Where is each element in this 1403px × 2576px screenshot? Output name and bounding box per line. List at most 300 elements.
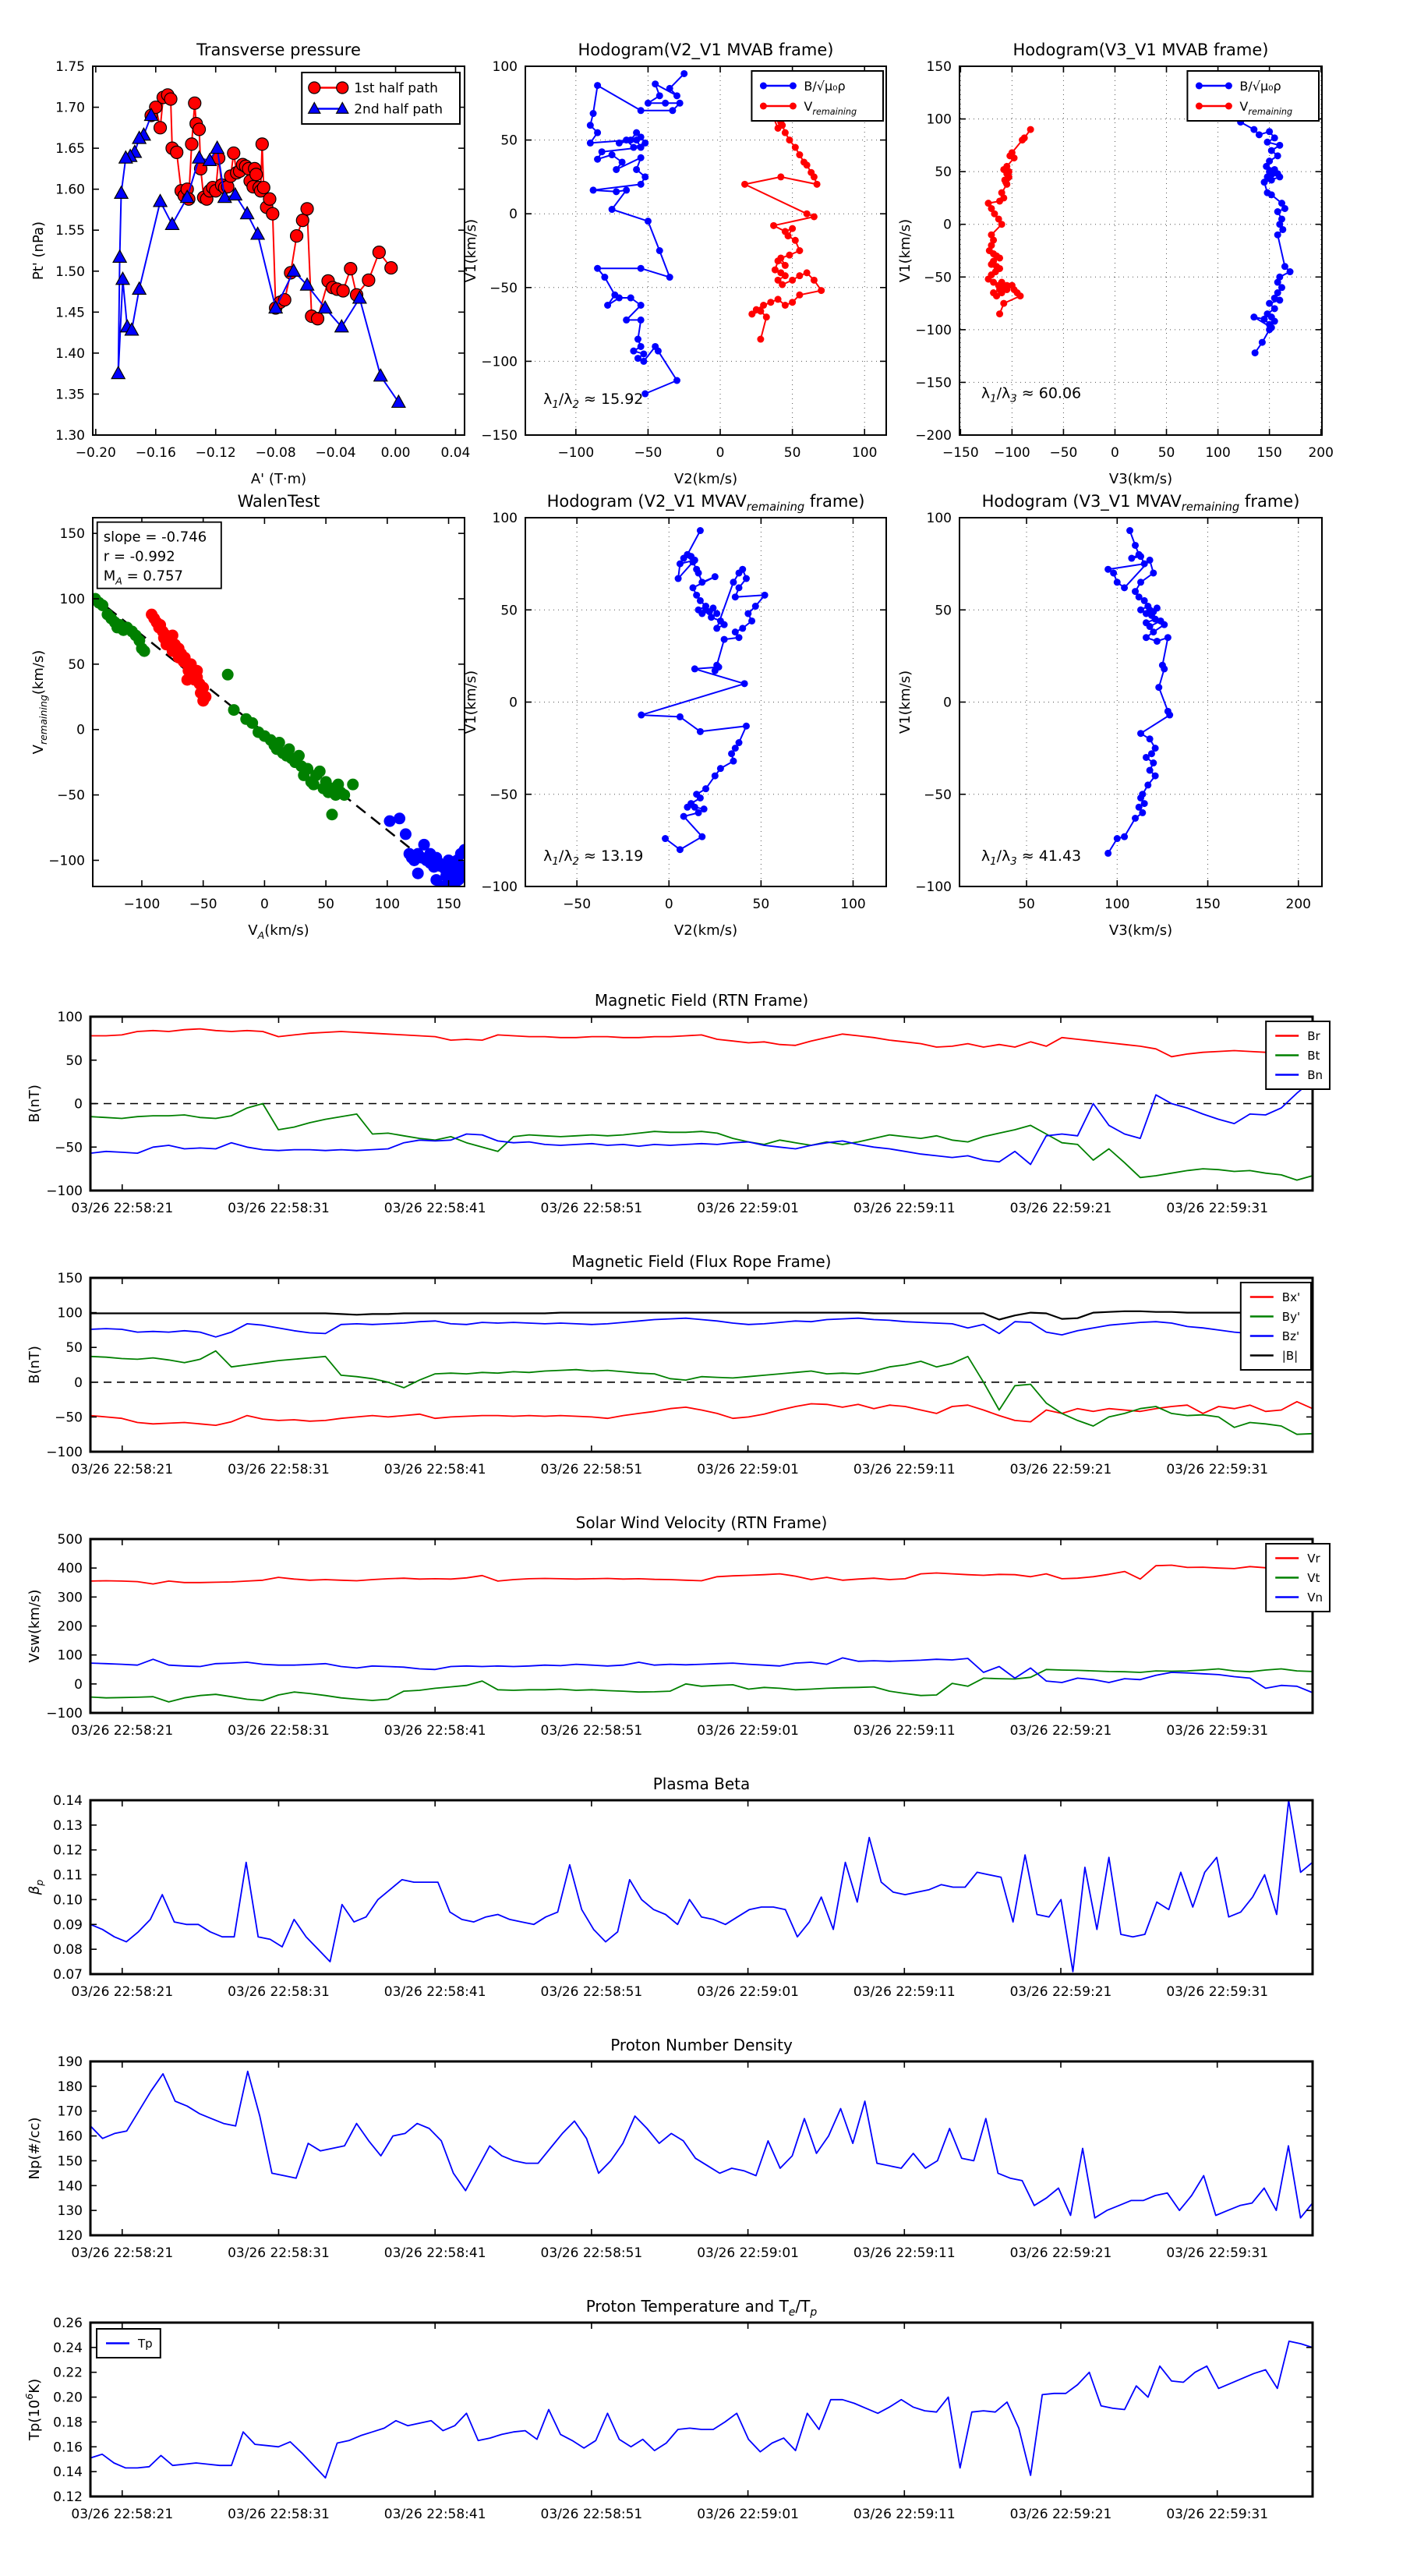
proton-temperature-xtick-label: 03/26 22:58:51 bbox=[540, 2507, 643, 2522]
hodogram-v2v1-mvab-marker bbox=[804, 211, 811, 218]
hodogram-v2v1-mvab-marker bbox=[627, 295, 634, 302]
plasma-beta-ytick-label: 0.11 bbox=[53, 1867, 83, 1884]
proton-number-density-ytick-label: 180 bbox=[57, 2079, 83, 2095]
hodogram-v2v1-mvav-marker bbox=[662, 835, 669, 842]
transverse-pressure-marker bbox=[113, 250, 126, 262]
proton-number-density-xtick-label: 03/26 22:58:21 bbox=[71, 2245, 174, 2261]
magnetic-field-rtn-ytick-label: −100 bbox=[46, 1184, 83, 1199]
hodogram-v3v1-mvab-marker bbox=[1268, 191, 1275, 198]
magnetic-field-flux-rope-frame bbox=[90, 1278, 1313, 1452]
hodogram-v2v1-mvav-marker bbox=[689, 584, 696, 591]
transverse-pressure-ytick-label: 1.45 bbox=[55, 305, 85, 321]
hodogram-v3v1-mvab-marker bbox=[998, 221, 1005, 228]
plasma-beta-ytick-label: 0.07 bbox=[53, 1967, 83, 1983]
hodogram-v3v1-mvav-marker bbox=[1147, 767, 1154, 774]
solar-wind-velocity-rtn-xtick-label: 03/26 22:58:31 bbox=[228, 1723, 330, 1739]
transverse-pressure-marker bbox=[241, 207, 254, 218]
hodogram-v2v1-mvav-xtick-label: −50 bbox=[563, 897, 592, 912]
transverse-pressure-marker bbox=[312, 313, 324, 325]
hodogram-v3v1-mvab-marker bbox=[1261, 316, 1268, 323]
hodogram-v2v1-mvav-ticks bbox=[525, 518, 886, 886]
transverse-pressure-legend-label: 1st half path bbox=[354, 80, 438, 97]
hodogram-v2v1-mvav-marker bbox=[677, 713, 684, 720]
hodogram-v2v1-mvab-marker bbox=[594, 129, 601, 136]
proton-temperature-legend-label: Tp bbox=[138, 2336, 153, 2351]
hodogram-v3v1-mvab-marker bbox=[1276, 297, 1283, 304]
hodogram-v2v1-mvab-marker bbox=[782, 129, 789, 136]
proton-temperature-ytick-label: 0.22 bbox=[53, 2365, 83, 2381]
magnetic-field-flux-rope-xtick-label: 03/26 22:58:41 bbox=[383, 1462, 486, 1477]
magnetic-field-rtn-legend-label: Bt bbox=[1307, 1048, 1320, 1063]
magnetic-field-rtn-xtick-label: 03/26 22:58:41 bbox=[383, 1201, 486, 1216]
hodogram-v3v1-mvav-marker bbox=[1144, 781, 1151, 788]
walen-test-markers-last-interval bbox=[383, 812, 470, 895]
magnetic-field-flux-rope-xtick-label: 03/26 22:59:21 bbox=[1009, 1462, 1112, 1477]
proton-number-density-ytick-label: 120 bbox=[57, 2228, 83, 2244]
transverse-pressure-marker bbox=[189, 97, 201, 109]
walen-test-xtick-label: 0 bbox=[260, 897, 269, 912]
hodogram-v3v1-mvab-marker bbox=[1011, 154, 1018, 161]
hodogram-v2v1-mvab-xtick-label: 100 bbox=[851, 445, 878, 461]
hodogram-v2v1-mvav-marker bbox=[739, 566, 746, 573]
hodogram-v2v1-mvav-marker bbox=[680, 813, 687, 820]
hodogram-v2v1-mvab-marker bbox=[741, 181, 748, 188]
hodogram-v2v1-mvab-marker bbox=[669, 107, 676, 114]
hodogram-v2v1-mvab-ytick-label: −150 bbox=[481, 428, 518, 444]
magnetic-field-rtn-xtick-label: 03/26 22:58:31 bbox=[228, 1201, 330, 1216]
hodogram-v2v1-mvab-marker bbox=[616, 140, 623, 147]
transverse-pressure-ytick-label: 1.75 bbox=[55, 59, 85, 75]
proton-temperature-ytick-label: 0.18 bbox=[53, 2415, 83, 2431]
panel-plasma-beta bbox=[27, 1775, 1313, 2000]
walen-test-marker bbox=[453, 874, 465, 886]
hodogram-v2v1-mvab-marker bbox=[777, 173, 784, 180]
walen-test-ytick-label: −100 bbox=[48, 853, 85, 869]
hodogram-v2v1-mvab-xtick-label: 50 bbox=[783, 445, 801, 461]
solar-wind-velocity-rtn-ytick-label: −100 bbox=[46, 1706, 83, 1721]
hodogram-v2v1-mvav-marker bbox=[748, 617, 755, 625]
hodogram-v2v1-mvab-legend-label: B/√μ₀ρ bbox=[804, 78, 846, 94]
proton-number-density-xtick-label: 03/26 22:59:01 bbox=[697, 2245, 799, 2261]
hodogram-v3v1-mvab-ytick-label: 100 bbox=[926, 111, 952, 128]
magnetic-field-rtn-xtick-label: 03/26 22:59:21 bbox=[1009, 1201, 1112, 1216]
walen-test-marker bbox=[222, 669, 234, 681]
hodogram-v2v1-mvab-marker bbox=[609, 206, 616, 213]
hodogram-v2v1-mvav-marker bbox=[712, 773, 719, 780]
plasma-beta-ticks bbox=[90, 1800, 1313, 1974]
hodogram-v3v1-mvab-xtick-label: −100 bbox=[994, 445, 1030, 461]
proton-temperature-frame bbox=[90, 2323, 1313, 2496]
transverse-pressure-marker bbox=[301, 203, 313, 215]
hodogram-v2v1-mvab-marker bbox=[673, 92, 680, 99]
hodogram-v2v1-mvab-marker bbox=[775, 295, 782, 303]
transverse-pressure-marker bbox=[373, 246, 385, 259]
hodogram-v3v1-mvav-marker bbox=[1147, 557, 1154, 564]
walen-test-ytick-label: 50 bbox=[68, 656, 85, 673]
magnetic-field-flux-rope-series-bx-prime bbox=[90, 1402, 1313, 1425]
plasma-beta-xtick-label: 03/26 22:58:31 bbox=[228, 1984, 330, 2000]
transverse-pressure-marker bbox=[345, 263, 357, 275]
magnetic-field-flux-rope-xtick-label: 03/26 22:58:51 bbox=[540, 1462, 643, 1477]
hodogram-v3v1-mvav-marker bbox=[1104, 850, 1111, 857]
proton-number-density-xtick-label: 03/26 22:58:41 bbox=[383, 2245, 486, 2261]
panel-magnetic-field-flux-rope bbox=[27, 1252, 1313, 1477]
transverse-pressure-ytick-label: 1.60 bbox=[55, 182, 85, 198]
hodogram-v2v1-mvab-marker bbox=[638, 265, 645, 272]
hodogram-v2v1-mvab-marker bbox=[782, 262, 789, 269]
magnetic-field-rtn-ytick-label: −50 bbox=[55, 1140, 83, 1156]
walen-test-marker bbox=[228, 704, 240, 716]
hodogram-v3v1-mvab-xtick-label: 150 bbox=[1256, 445, 1282, 461]
hodogram-v2v1-mvab-ytick-label: −50 bbox=[489, 280, 518, 296]
hodogram-v2v1-mvab-marker bbox=[645, 100, 652, 107]
hodogram-v3v1-mvab-marker bbox=[1263, 139, 1270, 146]
hodogram-v2v1-mvab-marker bbox=[638, 343, 645, 350]
hodogram-v3v1-mvab-marker bbox=[1256, 131, 1263, 138]
hodogram-v2v1-mvav-marker bbox=[695, 809, 702, 816]
hodogram-v3v1-mvab-ytick-label: −200 bbox=[915, 428, 952, 444]
solar-wind-velocity-rtn-legend-label: Vr bbox=[1307, 1551, 1320, 1566]
transverse-pressure-marker bbox=[111, 366, 125, 378]
plasma-beta-ytick-label: 0.13 bbox=[53, 1817, 83, 1834]
proton-temperature-ytick-label: 0.26 bbox=[53, 2316, 83, 2331]
hodogram-v2v1-mvab-marker bbox=[804, 269, 811, 276]
hodogram-v3v1-mvab-marker bbox=[1266, 128, 1273, 135]
plasma-beta-xtick-label: 03/26 22:59:01 bbox=[697, 1984, 799, 2000]
proton-temperature-ytick-label: 0.16 bbox=[53, 2440, 83, 2456]
hodogram-v2v1-mvab-marker bbox=[641, 173, 648, 180]
magnetic-field-flux-rope-xtick-label: 03/26 22:59:01 bbox=[697, 1462, 799, 1477]
proton-number-density-xtick-label: 03/26 22:58:51 bbox=[540, 2245, 643, 2261]
solar-wind-velocity-rtn-ytick-label: 0 bbox=[74, 1676, 83, 1693]
solar-wind-velocity-rtn-legend-label: Vt bbox=[1307, 1570, 1320, 1585]
hodogram-v3v1-mvab-xtick-label: 200 bbox=[1308, 445, 1334, 461]
hodogram-v2v1-mvav-marker bbox=[739, 625, 746, 632]
panel-hodogram-v2v1-mvav bbox=[463, 492, 886, 939]
transverse-pressure-marker bbox=[186, 138, 198, 150]
walen-test-marker bbox=[400, 828, 412, 840]
hodogram-v3v1-mvab-xtick-label: 50 bbox=[1157, 445, 1175, 461]
hodogram-v3v1-mvab-markers-b-over-sqrt-mu0rho bbox=[1237, 119, 1293, 356]
hodogram-v2v1-mvab-marker bbox=[604, 302, 611, 309]
hodogram-v3v1-mvav-xtick-label: 100 bbox=[1104, 897, 1130, 912]
hodogram-v3v1-mvav-marker bbox=[1164, 634, 1172, 641]
plasma-beta-xtick-label: 03/26 22:59:31 bbox=[1166, 1984, 1269, 2000]
hodogram-v3v1-mvav-marker bbox=[1143, 634, 1150, 641]
hodogram-v2v1-mvab-marker bbox=[609, 151, 616, 158]
hodogram-v2v1-mvav-series-layer bbox=[638, 527, 768, 853]
hodogram-v3v1-mvab-legend-marker bbox=[1225, 83, 1232, 90]
transverse-pressure-marker bbox=[164, 93, 177, 105]
proton-temperature-xtick-label: 03/26 22:59:31 bbox=[1166, 2507, 1269, 2522]
hodogram-v2v1-mvab-marker bbox=[786, 252, 793, 259]
hodogram-v3v1-mvab-marker bbox=[1271, 134, 1278, 141]
hodogram-v2v1-mvab-legend-marker bbox=[760, 83, 767, 90]
hodogram-v2v1-mvab-series-b-over-sqrt-mu0rho bbox=[590, 74, 684, 395]
hodogram-v2v1-mvab-marker bbox=[633, 136, 640, 143]
proton-temperature-ylabel: $Tp(10^6K)$ bbox=[23, 2378, 43, 2441]
solar-wind-velocity-rtn-ytick-label: 100 bbox=[57, 1647, 83, 1664]
hodogram-v2v1-mvav-ytick-label: −50 bbox=[489, 787, 518, 803]
plasma-beta-ytick-label: 0.10 bbox=[53, 1892, 83, 1909]
walen-test-series-layer bbox=[90, 593, 471, 894]
transverse-pressure-ylabel: Pt' (nPa) bbox=[30, 221, 47, 281]
proton-temperature-xtick-label: 03/26 22:59:21 bbox=[1009, 2507, 1112, 2522]
transverse-pressure-marker bbox=[291, 230, 303, 242]
plasma-beta-xtick-label: 03/26 22:58:51 bbox=[540, 1984, 643, 2000]
transverse-pressure-marker bbox=[267, 207, 279, 220]
hodogram-v2v1-mvav-marker bbox=[713, 625, 720, 632]
hodogram-v3v1-mvav-marker bbox=[1121, 584, 1128, 591]
hodogram-v3v1-mvab-ylabel: V1(km/s) bbox=[897, 218, 914, 283]
proton-temperature-title: Proton Temperature and $T_e/T_p$ bbox=[585, 2297, 818, 2319]
hodogram-v2v1-mvav-xtick-label: 0 bbox=[664, 897, 673, 912]
magnetic-field-rtn-legend bbox=[1266, 1021, 1330, 1089]
magnetic-field-rtn-ylabel: B(nT) bbox=[27, 1085, 43, 1123]
hodogram-v3v1-mvab-xlabel: V3(km/s) bbox=[1108, 471, 1173, 487]
hodogram-v3v1-mvab-marker bbox=[1266, 326, 1273, 333]
hodogram-v2v1-mvab-marker bbox=[666, 85, 673, 92]
hodogram-v2v1-mvav-marker bbox=[675, 575, 682, 582]
hodogram-v3v1-mvav-xtick-label: 50 bbox=[1018, 897, 1035, 912]
walen-test-title: WalenTest bbox=[237, 492, 320, 511]
hodogram-v3v1-mvab-marker bbox=[1252, 349, 1259, 356]
hodogram-v2v1-mvab-ytick-label: 50 bbox=[500, 133, 518, 149]
panel-proton-number-density bbox=[27, 2036, 1313, 2261]
hodogram-v2v1-mvav-marker bbox=[717, 765, 724, 772]
hodogram-v3v1-mvav-marker bbox=[1137, 579, 1144, 586]
hodogram-v2v1-mvab-marker bbox=[656, 247, 663, 254]
transverse-pressure-legend-marker bbox=[309, 82, 320, 94]
hodogram-v2v1-mvab-marker bbox=[640, 350, 647, 357]
solar-wind-velocity-rtn-ytick-label: 500 bbox=[57, 1532, 83, 1548]
plasma-beta-ytick-label: 0.12 bbox=[53, 1842, 83, 1859]
hodogram-v3v1-mvav-marker bbox=[1132, 542, 1139, 549]
hodogram-v3v1-mvav-marker bbox=[1161, 665, 1168, 672]
hodogram-v2v1-mvab-legend-label: $V_{remaining}$ bbox=[804, 98, 857, 117]
hodogram-v2v1-mvav-marker bbox=[677, 561, 684, 568]
transverse-pressure-series-layer bbox=[111, 89, 405, 408]
proton-number-density-ticks bbox=[90, 2061, 1313, 2235]
plasma-beta-title: Plasma Beta bbox=[652, 1775, 751, 1793]
hodogram-v3v1-mvav-marker bbox=[1150, 759, 1157, 766]
hodogram-v2v1-mvav-marker bbox=[697, 597, 704, 604]
transverse-pressure-xtick-label: −0.20 bbox=[75, 445, 116, 461]
hodogram-v2v1-mvab-marker bbox=[792, 237, 799, 244]
hodogram-v3v1-mvav-ytick-label: 100 bbox=[926, 511, 952, 526]
hodogram-v2v1-mvab-marker bbox=[818, 287, 825, 294]
hodogram-v3v1-mvab-marker bbox=[1268, 147, 1275, 154]
magnetic-field-flux-rope-series-layer bbox=[90, 1311, 1313, 1435]
hodogram-v3v1-mvab-marker bbox=[1287, 268, 1294, 275]
hodogram-v3v1-mvab-marker bbox=[996, 254, 1003, 261]
proton-number-density-xtick-label: 03/26 22:59:11 bbox=[853, 2245, 956, 2261]
hodogram-v2v1-mvav-marker bbox=[677, 846, 684, 853]
hodogram-v2v1-mvab-marker bbox=[811, 173, 818, 180]
hodogram-v2v1-mvav-marker bbox=[736, 584, 743, 591]
hodogram-v2v1-mvav-ytick-label: 50 bbox=[500, 603, 518, 619]
hodogram-v2v1-mvab-marker bbox=[638, 302, 645, 309]
magnetic-field-flux-rope-ytick-label: 0 bbox=[74, 1375, 83, 1391]
hodogram-v2v1-mvav-marker bbox=[732, 593, 739, 600]
magnetic-field-flux-rope-xtick-label: 03/26 22:59:31 bbox=[1166, 1462, 1269, 1477]
hodogram-v2v1-mvab-marker bbox=[796, 272, 803, 279]
hodogram-v2v1-mvav-marker bbox=[708, 614, 715, 621]
transverse-pressure-xtick-label: 0.00 bbox=[380, 445, 411, 461]
proton-temperature-xtick-label: 03/26 22:59:11 bbox=[853, 2507, 956, 2522]
transverse-pressure-marker bbox=[154, 194, 167, 206]
proton-number-density-xtick-label: 03/26 22:59:31 bbox=[1166, 2245, 1269, 2261]
hodogram-v2v1-mvab-marker bbox=[590, 110, 597, 117]
panel-hodogram-v2v1-mvab bbox=[463, 41, 886, 487]
panel-proton-temperature bbox=[23, 2297, 1313, 2522]
hodogram-v3v1-mvab-marker bbox=[1250, 126, 1257, 133]
hodogram-v2v1-mvab-marker bbox=[638, 144, 645, 151]
hodogram-v2v1-mvab-marker bbox=[638, 154, 645, 161]
magnetic-field-rtn-legend-label: Br bbox=[1307, 1028, 1320, 1043]
hodogram-v3v1-mvab-marker bbox=[1276, 173, 1283, 180]
hodogram-v3v1-mvab-marker bbox=[1274, 208, 1281, 215]
walen-test-xtick-label: 100 bbox=[374, 897, 401, 912]
magnetic-field-rtn-series-bt bbox=[90, 1104, 1313, 1180]
transverse-pressure-marker bbox=[337, 285, 349, 297]
hodogram-v2v1-mvab-marker bbox=[677, 100, 684, 107]
hodogram-v2v1-mvab-marker bbox=[633, 166, 640, 173]
solar-wind-velocity-rtn-series-layer bbox=[90, 1564, 1313, 1702]
solar-wind-velocity-rtn-series-vt bbox=[90, 1669, 1313, 1702]
hodogram-v2v1-mvab-marker bbox=[623, 136, 630, 143]
proton-number-density-xtick-label: 03/26 22:59:21 bbox=[1009, 2245, 1112, 2261]
hodogram-v3v1-mvab-legend-label: $V_{remaining}$ bbox=[1239, 98, 1293, 117]
magnetic-field-flux-rope-ticks bbox=[90, 1278, 1313, 1452]
transverse-pressure-ytick-label: 1.50 bbox=[55, 264, 85, 280]
hodogram-v2v1-mvav-marker bbox=[691, 665, 698, 672]
panel-magnetic-field-rtn bbox=[27, 991, 1330, 1216]
hodogram-v2v1-mvav-marker bbox=[762, 592, 769, 599]
hodogram-v2v1-mvab-xtick-label: 0 bbox=[716, 445, 725, 461]
walen-test-marker bbox=[293, 750, 305, 762]
hodogram-v3v1-mvav-marker bbox=[1143, 754, 1150, 761]
hodogram-v3v1-mvav-grid bbox=[959, 518, 1322, 886]
hodogram-v2v1-mvab-marker bbox=[782, 272, 789, 279]
solar-wind-velocity-rtn-xtick-label: 03/26 22:59:31 bbox=[1166, 1723, 1269, 1739]
hodogram-v2v1-mvav-marker bbox=[712, 573, 719, 580]
magnetic-field-flux-rope-legend-label: |B| bbox=[1281, 1348, 1299, 1363]
hodogram-v3v1-mvav-marker bbox=[1128, 555, 1135, 562]
walen-test-xtick-label: 150 bbox=[436, 897, 461, 912]
hodogram-v2v1-mvab-marker bbox=[796, 292, 803, 299]
walen-test-ytick-label: 100 bbox=[59, 591, 85, 607]
panel-walen-test bbox=[30, 492, 471, 941]
hodogram-v3v1-mvab-ytick-label: −50 bbox=[924, 270, 952, 286]
hodogram-v2v1-mvab-marker bbox=[796, 247, 803, 254]
hodogram-v2v1-mvab-marker bbox=[619, 158, 626, 165]
hodogram-v3v1-mvab-marker bbox=[1271, 305, 1278, 312]
solar-wind-velocity-rtn-xtick-label: 03/26 22:59:01 bbox=[697, 1723, 799, 1739]
hodogram-v3v1-mvab-ytick-label: 150 bbox=[926, 59, 952, 75]
hodogram-v3v1-mvav-series-layer bbox=[1104, 527, 1173, 857]
hodogram-v3v1-mvab-marker bbox=[1027, 126, 1034, 133]
transverse-pressure-marker bbox=[228, 147, 240, 159]
walen-test-marker bbox=[314, 766, 326, 777]
hodogram-v2v1-mvab-ylabel: V1(km/s) bbox=[463, 218, 479, 283]
transverse-pressure-marker bbox=[374, 369, 387, 380]
walen-test-marker bbox=[424, 848, 436, 860]
hodogram-v3v1-mvav-ylabel: V1(km/s) bbox=[897, 670, 914, 734]
plasma-beta-ytick-label: 0.08 bbox=[53, 1942, 83, 1959]
hodogram-v2v1-mvav-marker bbox=[721, 636, 728, 643]
solar-wind-velocity-rtn-ylabel: Vsw(km/s) bbox=[27, 1589, 43, 1663]
hodogram-v2v1-mvab-marker bbox=[599, 148, 606, 155]
proton-number-density-title: Proton Number Density bbox=[610, 2036, 793, 2054]
hodogram-v2v1-mvab-marker bbox=[652, 80, 659, 87]
solar-wind-velocity-rtn-series-vn bbox=[90, 1658, 1313, 1693]
hodogram-v3v1-mvab-ytick-label: −100 bbox=[915, 322, 952, 338]
hodogram-v2v1-mvab-xtick-label: −50 bbox=[634, 445, 663, 461]
hodogram-v2v1-mvav-xtick-label: 50 bbox=[752, 897, 770, 912]
transverse-pressure-marker bbox=[250, 168, 263, 181]
hodogram-v3v1-mvab-legend bbox=[1187, 71, 1319, 121]
hodogram-v2v1-mvav-marker bbox=[730, 758, 737, 765]
hodogram-v2v1-mvav-markers-v-hodogram bbox=[638, 527, 768, 853]
transverse-pressure-marker bbox=[362, 274, 375, 286]
solar-wind-velocity-rtn-legend bbox=[1266, 1544, 1330, 1612]
transverse-pressure-marker bbox=[210, 141, 224, 153]
hodogram-v3v1-mvab-marker bbox=[996, 197, 1003, 204]
proton-temperature-series-layer bbox=[90, 2341, 1313, 2478]
hodogram-v3v1-mvav-ytick-label: −100 bbox=[915, 879, 952, 895]
hodogram-v3v1-mvab-marker bbox=[1003, 181, 1010, 188]
hodogram-v3v1-mvab-xtick-label: 100 bbox=[1205, 445, 1231, 461]
hodogram-v2v1-mvab-marker bbox=[630, 144, 637, 151]
hodogram-v2v1-mvav-marker bbox=[638, 712, 645, 719]
hodogram-v3v1-mvav-marker bbox=[1161, 621, 1168, 628]
walen-test-stats-line: $M_A = 0.757$ bbox=[103, 568, 183, 587]
magnetic-field-flux-rope-xtick-label: 03/26 22:59:11 bbox=[853, 1462, 956, 1477]
hodogram-v2v1-mvav-marker bbox=[752, 603, 759, 610]
hodogram-v3v1-mvab-xtick-label: −150 bbox=[942, 445, 979, 461]
hodogram-v3v1-mvav-marker bbox=[1154, 604, 1161, 611]
hodogram-v2v1-mvab-marker bbox=[680, 70, 687, 77]
walen-test-marker bbox=[347, 779, 359, 791]
hodogram-v2v1-mvab-marker bbox=[594, 265, 601, 272]
magnetic-field-flux-rope-xtick-label: 03/26 22:58:31 bbox=[228, 1462, 330, 1477]
hodogram-v2v1-mvav-title: Hodogram (V2_V1 $MVAV_{remaining}$ frame) bbox=[546, 492, 865, 514]
hodogram-v3v1-mvav-marker bbox=[1166, 712, 1173, 719]
hodogram-v2v1-mvab-marker bbox=[587, 140, 594, 147]
hodogram-v2v1-mvab-xlabel: V2(km/s) bbox=[673, 471, 738, 487]
transverse-pressure-xtick-label: −0.12 bbox=[195, 445, 236, 461]
transverse-pressure-ytick-label: 1.35 bbox=[55, 387, 85, 403]
magnetic-field-flux-rope-ytick-label: −50 bbox=[55, 1410, 83, 1426]
hodogram-v2v1-mvav-xlabel: V2(km/s) bbox=[673, 922, 738, 939]
hodogram-v2v1-mvab-marker bbox=[811, 277, 818, 284]
hodogram-v3v1-mvav-marker bbox=[1150, 628, 1157, 635]
proton-temperature-ytick-label: 0.12 bbox=[53, 2489, 83, 2505]
transverse-pressure-marker bbox=[392, 395, 405, 407]
hodogram-v3v1-mvav-marker bbox=[1121, 833, 1128, 840]
magnetic-field-flux-rope-legend bbox=[1241, 1283, 1311, 1370]
transverse-pressure-legend-marker bbox=[337, 82, 348, 94]
hodogram-v2v1-mvab-marker bbox=[587, 122, 594, 129]
hodogram-v3v1-mvab-legend-label: B/√μ₀ρ bbox=[1239, 78, 1281, 94]
solar-wind-velocity-rtn-xtick-label: 03/26 22:58:21 bbox=[71, 1723, 174, 1739]
hodogram-v2v1-mvav-marker bbox=[702, 785, 709, 792]
hodogram-v2v1-mvav-ytick-label: 0 bbox=[509, 695, 518, 711]
proton-number-density-series-np bbox=[90, 2072, 1313, 2218]
solar-wind-velocity-rtn-xtick-label: 03/26 22:59:21 bbox=[1009, 1723, 1112, 1739]
hodogram-v2v1-mvav-marker bbox=[698, 833, 705, 840]
